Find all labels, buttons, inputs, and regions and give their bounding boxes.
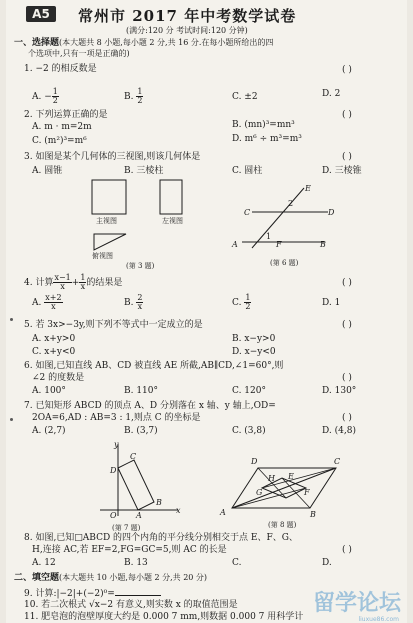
fig8-label-b: B: [310, 510, 316, 519]
fig8-label-e: E: [288, 472, 294, 481]
q3-option-a: A. 圆锥: [32, 166, 63, 176]
page-badge: A5: [26, 6, 56, 22]
fig7-label-b: B: [156, 498, 162, 507]
q4-option-a: [32, 294, 63, 311]
fig8-label-d: D: [251, 457, 258, 466]
q6-option-d: D. 130°: [322, 386, 357, 396]
q3-option-d: D. 三棱锥: [322, 166, 362, 176]
fig7-diagram: [94, 442, 184, 522]
q8-option-a: A. 12: [32, 558, 56, 568]
q1-b-den: 2: [137, 96, 143, 105]
watermark-url: liuxue86.com: [358, 616, 399, 623]
q4-stem: 4. 计算 $\frac{x-1}{x}$ + $\frac{1}{x}$ 的结果是: [24, 273, 123, 291]
q6-option-b: B. 110°: [124, 386, 159, 396]
q7-option-d: D. (4,8): [322, 426, 356, 436]
q4-option-a-label: A.: [32, 298, 42, 308]
q3-answer-paren: ( ): [342, 152, 352, 162]
fig3-top-view: [94, 234, 126, 250]
q2-answer-paren: ( ): [342, 110, 352, 120]
q9-text: [24, 587, 161, 600]
fig6-label-2: 2: [288, 199, 294, 208]
fig7-caption: (第 7 题): [112, 524, 141, 532]
exam-meta: (满分:120 分 考试时间:120 分钟): [126, 26, 248, 35]
fig8-diagram: [224, 462, 342, 514]
q4-option-c-label: C.: [232, 298, 242, 308]
q6-answer-paren: ( ): [342, 373, 352, 383]
fig6-label-e: E: [305, 184, 311, 193]
q2-option-d: D. m⁶ ÷ m³=m³: [232, 134, 302, 144]
fig8-caption: (第 8 题): [268, 521, 297, 529]
q11-text: 11. 肥皂泡的泡壁厚度大约是 0.000 7 mm,则数据 0.000 7 用科学计: [24, 612, 304, 622]
q2-option-c: C. (m²)³=m⁶: [32, 136, 87, 146]
fig7-label-d: D: [110, 466, 117, 475]
q4-b-num: 2: [137, 293, 143, 302]
q8-option-d: D.: [322, 558, 332, 568]
q5-stem: 5. 若 3x>−3y,则下列不等式中一定成立的是: [24, 320, 203, 330]
fig3-front-label: 主视图: [96, 217, 117, 225]
fig7-label-a: A: [136, 511, 142, 520]
fig6-label-c: C: [244, 208, 251, 217]
fig8-label-h: H: [268, 474, 275, 483]
q4-b-den: x: [137, 302, 143, 311]
fig6-label-1: 1: [266, 232, 272, 241]
q2-stem: 2. 下列运算正确的是: [24, 110, 108, 120]
q1-stem: 1. −2 的相反数是: [24, 64, 97, 74]
q7-stem-line2: 2OA=6,AD : AB=3 : 1,则点 C 的坐标是: [32, 413, 201, 423]
section1-heading: 一、选择题: [14, 38, 60, 48]
q4-stem-post: 的结果是: [86, 278, 123, 288]
q4-a-den: x: [51, 302, 56, 311]
q4-option-c-frac: [244, 294, 251, 311]
q10-text: 10. 若二次根式 √x−2 有意义,则实数 x 的取值范围是: [24, 600, 238, 610]
q1-option-a-label: A. −: [32, 92, 52, 102]
q4-option-b-label: B.: [124, 298, 134, 308]
q1-option-d: D. 2: [322, 89, 341, 99]
q8-option-b: B. 13: [124, 558, 148, 568]
section2-header: [14, 573, 207, 584]
fig6-label-f: F: [276, 240, 282, 249]
q2-option-a: A. m · m=2m: [32, 122, 92, 132]
fig6-label-a: A: [232, 240, 238, 249]
fig3-front-view: [92, 180, 126, 214]
q8-answer-paren: ( ): [342, 545, 352, 555]
q1-option-b-label: B.: [124, 92, 134, 102]
fig8-label-g: G: [256, 488, 263, 497]
q5-option-a: A. x+y>0: [32, 334, 76, 344]
fig8-label-f: F: [304, 488, 310, 497]
q4-f2-num: 1: [80, 273, 86, 282]
q4-f1-num: x−1: [54, 273, 71, 282]
watermark-logo: 留学论坛: [312, 591, 401, 616]
q4-a-num: x+2: [45, 293, 62, 302]
q8-option-c: C.: [232, 558, 242, 568]
q2-option-b: B. (mn)³=mn³: [232, 120, 295, 130]
section1-desc1: (本大题共 8 小题,每小题 2 分,共 16 分.在每小题所给出的四: [59, 38, 274, 47]
q3-option-c: C. 圆柱: [232, 166, 263, 176]
fig7-label-y: y: [114, 440, 119, 449]
q5-option-d: D. x−y<0: [232, 347, 276, 357]
q4-c-den: 2: [245, 302, 251, 311]
q7-option-b: B. (3,7): [124, 426, 158, 436]
q4-f2-den: x: [80, 282, 86, 291]
exam-title: 常州市 2017 年中考数学试卷: [78, 7, 297, 25]
q3-option-b: B. 三棱柱: [124, 166, 164, 176]
q1-a-num: 1: [52, 87, 58, 96]
q1-b-num: 1: [137, 87, 143, 96]
q6-option-c: C. 120°: [232, 386, 266, 396]
q8-stem-line1: 8. 如图,已知□ABCD 的四个内角的平分线分别相交于点 E、F、G、: [24, 533, 298, 543]
q6-stem-line2: ∠2 的度数是: [32, 373, 85, 383]
exam-sheet: [6, 0, 407, 623]
q7-option-a: A. (2,7): [32, 426, 66, 436]
q1-option-b-frac: [136, 88, 143, 105]
fig6-line-ae: [252, 188, 304, 248]
q7-option-c: C. (3,8): [232, 426, 266, 436]
section2-heading: 二、填空题: [14, 573, 60, 583]
q1-a-den: 2: [52, 96, 58, 105]
q4-option-d: D. 1: [322, 298, 341, 308]
q4-c-num: 1: [245, 293, 251, 302]
binding-dot: [10, 318, 13, 321]
section2-desc: (本大题共 10 小题,每小题 2 分,共 20 分): [59, 573, 208, 582]
q7-stem-line1: 7. 已知矩形 ABCD 的顶点 A、D 分别落在 x 轴、y 轴上,OD=: [24, 401, 276, 411]
q7-answer-paren: ( ): [342, 413, 352, 423]
q3-stem: 3. 如图是某个几何体的三视图,则该几何体是: [24, 152, 201, 162]
fig8-label-c: C: [334, 457, 341, 466]
q8-stem-line2: H,连接 AC,若 EF=2,FG=GC=5,则 AC 的长是: [32, 545, 227, 555]
q4-option-b-frac: [136, 294, 143, 311]
fig3-left-view: [160, 180, 182, 214]
q9-stem: 9. 计算:|−2|+(−2)⁰=: [24, 589, 115, 599]
q4-option-a-frac: [44, 294, 62, 311]
q4-option-b: [124, 294, 143, 311]
q6-option-a: A. 100°: [32, 386, 66, 396]
q4-f1-den: x: [60, 282, 65, 291]
fig6-label-b: B: [320, 240, 326, 249]
fig7-label-o: O: [110, 511, 117, 520]
fig3-left-label: 左视图: [162, 217, 183, 225]
fig3-caption: (第 3 题): [126, 262, 155, 270]
section1-header: [14, 38, 273, 49]
fig6-caption: (第 6 题): [270, 259, 299, 267]
binding-dot: [10, 418, 13, 421]
fig6-label-d: D: [328, 208, 335, 217]
q9-answer-blank: [115, 587, 161, 596]
q4-option-c: [232, 294, 251, 311]
fig7-label-x: x: [176, 506, 181, 515]
section1-desc2: 个选项中,只有一项是正确的): [28, 49, 130, 58]
fig8-diagonal-ac: [232, 468, 336, 508]
q5-option-b: B. x−y>0: [232, 334, 276, 344]
q1-option-c: C. ±2: [232, 92, 258, 102]
q6-stem-line1: 6. 如图,已知直线 AB、CD 被直线 AE 所截,AB∥CD,∠1=60°,则: [24, 361, 284, 371]
fig7-label-c: C: [130, 452, 137, 461]
q4-frac-1: [53, 274, 71, 291]
q5-option-c: C. x+y<0: [32, 347, 76, 357]
fig3-top-label: 俯视图: [92, 252, 113, 260]
q1-option-a: [32, 88, 59, 105]
fig7-rectangle: [118, 460, 154, 510]
fig8-label-a: A: [220, 508, 226, 517]
q5-answer-paren: ( ): [342, 320, 352, 330]
q1-option-a-frac: [52, 88, 59, 105]
q4-answer-paren: ( ): [342, 278, 352, 288]
q4-stem-pre: 4. 计算: [24, 278, 54, 288]
q1-answer-paren: ( ): [342, 65, 352, 75]
q1-option-b: [124, 88, 143, 105]
